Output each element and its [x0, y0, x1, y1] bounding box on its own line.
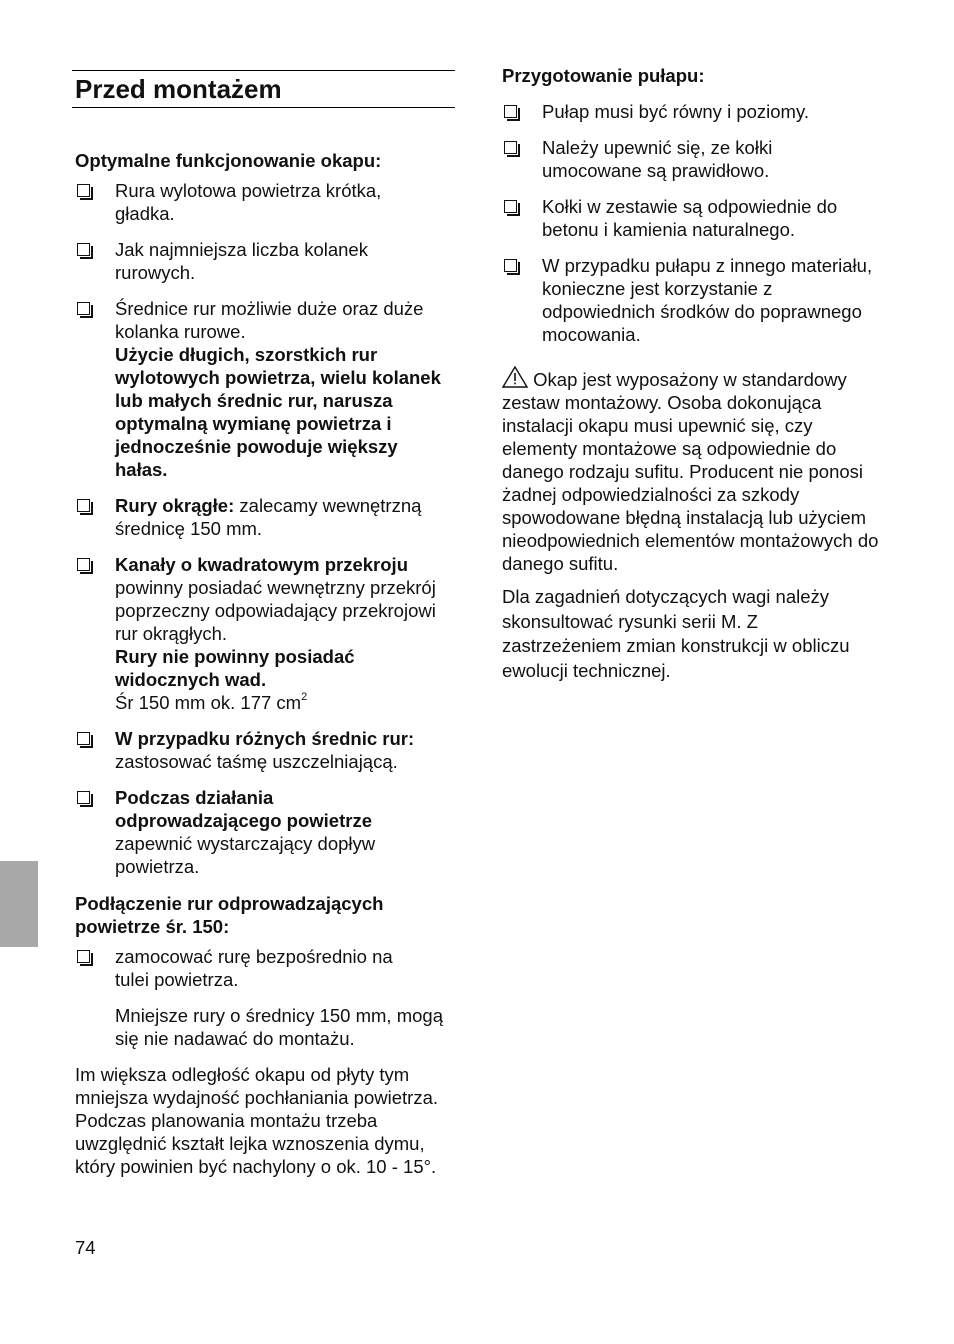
page-title: Przed montażem	[75, 74, 282, 104]
checkbox-icon	[504, 259, 517, 272]
checkbox-icon	[77, 950, 90, 963]
list-item	[75, 786, 455, 878]
list-item-warning-text: Rury nie powinny posiadać widocznych wad.	[115, 646, 355, 690]
list-item	[75, 238, 455, 284]
checkbox-icon	[77, 732, 90, 745]
list-item	[75, 945, 455, 991]
list-item	[75, 727, 455, 773]
section-heading-optimal: Optymalne funkcjonowanie okapu:	[75, 150, 382, 171]
list-item-text	[115, 494, 455, 540]
checkbox-icon	[77, 302, 90, 315]
note-text: Mniejsze rury o średnicy 150 mm, mogą się nie nadawać do montażu.	[115, 1005, 443, 1049]
section-heading-connection: Podłączenie rur odprowadzających powietrze śr. 150:	[75, 893, 384, 937]
checkbox-icon	[504, 200, 517, 213]
list-item-text: Średnice rur możliwie duże oraz duże kolanka rurowe.	[115, 298, 424, 342]
checkbox-icon	[77, 558, 90, 571]
list-item-label: Podczas działania odprowadzającego powietrze	[115, 787, 372, 831]
list-item-label: Kanały o kwadratowym przekroju	[115, 554, 409, 575]
list-item-text: Jak najmniejsza liczba kolanek rurowych.	[115, 239, 368, 283]
checkbox-icon	[77, 499, 90, 512]
list-item	[75, 553, 455, 714]
list-item-text: Należy upewnić się, ze kołki umocowane są prawidłowo.	[542, 137, 773, 181]
title-block	[72, 70, 455, 108]
checkbox-icon	[77, 791, 90, 804]
list-item-text: zastosować taśmę uszczelniającą.	[115, 751, 398, 772]
list-item	[75, 494, 455, 540]
checkbox-icon	[504, 105, 517, 118]
list-item-warning-text: Użycie długich, szorstkich rur wylotowych powietrza, wielu kolanek lub małych średnic rur, narusza optymalną wymianę powietrza i jednocześnie powoduje większy hałas.	[115, 344, 441, 480]
right-column	[502, 64, 882, 683]
list-item	[75, 179, 455, 225]
warning-text: Okap jest wyposażony w standardowy zestaw montażowy. Osoba dokonująca instalacji okapu musi upewnić się, czy elementy montażowe są odpowiednie do danego rodzaju sufitu. Producent nie ponosi żadnej odpowiedzialności za szkody spowodowane błędną instalacją lub użyciem nieodpowiednich elementów montażowych do danego sufitu.	[502, 369, 879, 574]
checkbox-icon	[504, 141, 517, 154]
body-paragraph: Im większa odległość okapu od płyty tym mniejsza wydajność pochłaniania powietrza. Podczas planowania montażu trzeba uwzględnić kształt lejka wznoszenia dymu, który powinien być nachylony o ok. 10 - 15°.	[75, 1064, 438, 1177]
list-item	[502, 195, 882, 241]
list-item	[502, 254, 882, 346]
list-item-text: W przypadku pułapu z innego materiału, konieczne jest korzystanie z odpowiednich środków do poprawnego mocowania.	[542, 255, 873, 345]
checkbox-icon	[77, 243, 90, 256]
list-item	[502, 100, 882, 123]
section-marker-tab	[0, 861, 38, 947]
list-item-value: zalecamy wewnętrzną średnicę 150 mm.	[115, 495, 422, 539]
warning-paragraph	[502, 366, 882, 575]
list-item-text: Kołki w zestawie są odpowiednie do betonu i kamienia naturalnego.	[542, 196, 838, 240]
warning-triangle-icon	[502, 366, 528, 389]
list-item-label: Rury okrągłe:	[115, 495, 235, 516]
superscript: 2	[301, 691, 308, 703]
list-item-text: zamocować rurę bezpośrednio na tulei powietrza.	[115, 946, 393, 990]
checkbox-icon	[77, 184, 90, 197]
list-item	[75, 297, 455, 481]
list-item-label: W przypadku różnych średnic rur:	[115, 728, 415, 749]
page-number: 74	[75, 1237, 96, 1258]
left-column	[75, 70, 455, 1178]
list-item-text: powinny posiadać wewnętrzny przekrój poprzeczny odpowiadający przekrojowi rur okrągłych.	[115, 577, 436, 644]
note-paragraph: Dla zagadnień dotyczących wagi należy skonsultować rysunki serii M. Z zastrzeżeniem zmian konstrukcji w obliczu ewolucji technicznej.	[502, 586, 850, 681]
list-item-text: Pułap musi być równy i poziomy.	[542, 101, 809, 122]
list-item	[502, 136, 882, 182]
dimension-value: Śr 150 mm ok. 177 cm	[115, 692, 302, 713]
section-heading-ceiling: Przygotowanie pułapu:	[502, 65, 705, 86]
list-item-text: zapewnić wystarczający dopływ powietrza.	[115, 833, 376, 877]
dimension-text	[115, 691, 455, 714]
list-item-text: Rura wylotowa powietrza krótka, gładka.	[115, 180, 382, 224]
